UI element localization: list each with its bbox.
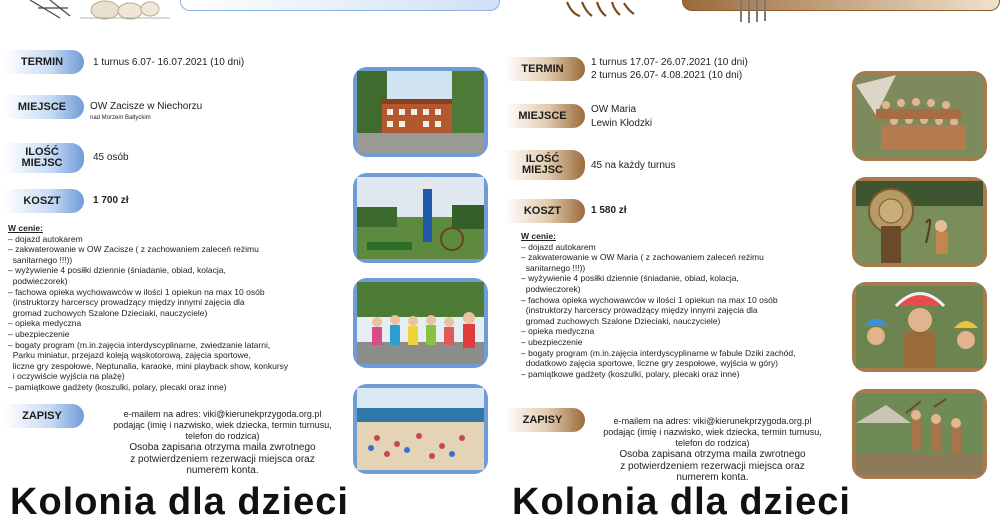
cost-list-item: sanitarnego !!!)) [521,262,586,273]
cost-list-item: – fachowa opieka wychowawców w ilości 1 opiekun na max 10 osób [521,294,778,305]
koszt-label-right-text: KOSZT [523,204,562,217]
w-cenie-heading: W cenie: [8,223,43,233]
cost-list-item: – opieka medyczna [521,326,595,337]
cost-list-right [521,242,851,380]
w-cenie-heading-right: W cenie: [521,231,556,241]
cost-list-item: – pamiątkowe gadżety (koszulki, polary, plecaki oraz inne) [8,381,227,392]
cost-list-item: gromad zuchowych Szalone Dzieciaki, nauczyciele) [521,315,721,326]
ilosc-value: 45 osób [93,152,129,163]
children-group-photo [353,278,488,368]
beach-chairs-illustration [10,0,180,20]
miejsce-label [0,95,84,119]
cost-list-item: Parku miniatur, przejazd koleją wąskotorową, zajęcia sportowe, [8,350,251,361]
top-banner-left [180,0,500,11]
cost-list-item: – zakwaterowanie w OW Maria ( z zachowaniem zaleceń reżimu [521,252,764,263]
w-cenie-block-right [521,231,851,379]
contact-line: e-mailem na adres: viki@kierunekprzygoda.org.pl [613,416,812,426]
miejsce-value-right-2: Lewin Kłodzki [591,118,653,129]
cost-list-item: dodatkowo zajęcia sportowe, liczne gry zespołowe, wyjścia w góry) [521,358,779,369]
cost-list-item: i oczywiście wyjścia na plażę) [8,371,125,382]
confirm-line: z potwierdzeniem rezerwacji miejsca oraz [620,460,805,472]
miejsce-value-right-1: OW Maria [591,104,636,115]
termin-value-right-2: 2 turnus 26.07- 4.08.2021 (10 dni) [591,70,743,81]
camp-game-photo [852,389,987,479]
contact-line: podając (imię i nazwisko, wiek dziecka, termin turnusu, [603,426,822,437]
koszt-label-text: KOSZT [23,194,61,207]
koszt-label-right [500,199,585,223]
miejsce-sub: nad Morzem Bałtyckim [90,115,151,121]
w-cenie-block [8,223,353,393]
scouts-group-photo [852,71,987,161]
lighthouse-park-photo [353,173,488,263]
confirm-line: numerem konta. [676,472,749,484]
archery-photo [852,177,987,267]
ilosc-label-right-line1: ILOŚĆ [525,153,560,165]
contact-lines [90,409,355,441]
cost-list-item: – wyżywienie 4 posiłki dziennie (śniadanie, obiad, kolacja, [8,265,226,276]
contact-line: e-mailem na adres: viki@kierunekprzygoda.org.pl [123,409,322,419]
zapisy-contact-right [580,416,845,484]
ilosc-label-line2: MIEJSC [21,157,63,169]
termin-label-right [500,57,585,81]
cost-list-item: – ubezpieczenie [8,328,70,339]
cost-list-item: – wyżywienie 4 posiłki dziennie (śniadanie, obiad, kolacja, [521,273,739,284]
cost-list-item: – bogaty program (m.in.zajęcia interdyscyplinarne, zwiedzanie latarni, [8,339,271,350]
cost-list-item: sanitarnego !!!)) [8,254,73,265]
feathers-ornament-icon [562,0,642,20]
cost-list-item: – pamiątkowe gadżety (koszulki, polary, plecaki oraz inne) [521,368,740,379]
cost-list-item: podwieczorek) [521,283,581,294]
cost-list-item: gromad zuchowych Szalone Dzieciaki, nauczyciele) [8,307,208,318]
miejsce-label-right [500,104,585,128]
contact-lines-right [580,416,845,448]
cost-list-item: – bogaty program (m.in.zajęcia interdyscyplinarne w fabule Dziki zachód, [521,347,796,358]
confirm-line: Osoba zapisana otrzyma maila zwrotnego [619,449,806,461]
termin-label [0,50,84,74]
confirm-line: Osoba zapisana otrzyma maila zwrotnego [129,442,316,454]
cost-list-item: (instruktorzy harcerscy prowadzący między innymi zajęcia dla [521,305,758,316]
confirm-line: numerem konta. [186,465,259,477]
cost-list-item: liczne gry zespołowe, Neptunalia, karaoke, mini playback show, konkursy [8,360,289,371]
feather-pendant-icon [735,0,770,24]
ilosc-miejsc-label-right [500,150,585,180]
termin-label-text: TERMIN [20,55,64,68]
cost-list-item: – dojazd autokarem [521,241,596,252]
top-banner-right [682,0,1000,11]
ilosc-label-right-line2: MIEJSC [522,164,563,176]
confirmation-note [90,442,355,477]
cost-list-item: (instruktorzy harcerscy prowadzący między innymi zajęcia dla [8,297,245,308]
ilosc-label-line1: ILOŚĆ [25,146,59,158]
zapisy-label-right-text: ZAPISY [522,413,563,426]
zapisy-label-text: ZAPISY [22,409,62,422]
beach-photo [353,384,488,474]
termin-label-right-text: TERMIN [521,62,564,75]
cost-list-item: – opieka medyczna [8,318,82,329]
contact-line: telefon do rodzica) [675,437,750,448]
miejsce-label-text: MIEJSCE [17,100,67,113]
page-heading-left: Kolonia dla dzieci [10,481,349,523]
ilosc-value-right: 45 na każdy turnus [591,160,676,171]
zapisy-label-right [500,408,585,432]
cost-list-item: – zakwaterowanie w OW Zacisze ( z zachowaniem zaleceń reżimu [8,244,259,255]
indian-costume-photo [852,282,987,372]
cost-list-item: – fachowa opieka wychowawców w ilości 1 opiekun na max 10 osób [8,286,265,297]
building-photo [353,67,488,157]
cost-list-item: podwieczorek) [8,275,68,286]
cost-list-item: – dojazd autokarem [8,233,83,244]
koszt-label [0,189,84,213]
zapisy-label [0,404,84,428]
koszt-value-right: 1 580 zł [591,205,627,216]
termin-value-right-1: 1 turnus 17.07- 26.07.2021 (10 dni) [591,57,748,68]
contact-line: podając (imię i nazwisko, wiek dziecka, termin turnusu, [113,419,332,430]
cost-list [8,234,353,393]
confirm-line: z potwierdzeniem rezerwacji miejsca oraz [130,453,315,465]
termin-value: 1 turnus 6.07- 16.07.2021 (10 dni) [93,57,245,68]
page-heading-right: Kolonia dla dzieci [512,481,851,523]
confirmation-note-right [580,449,845,484]
cost-list-item: – ubezpieczenie [521,336,583,347]
contact-line: telefon do rodzica) [185,430,260,441]
koszt-value: 1 700 zł [93,195,129,206]
ilosc-miejsc-label [0,143,84,173]
zapisy-contact [90,409,355,477]
miejsce-value: OW Zacisze w Niechorzu [90,101,203,112]
miejsce-label-right-text: MIEJSCE [518,109,567,122]
